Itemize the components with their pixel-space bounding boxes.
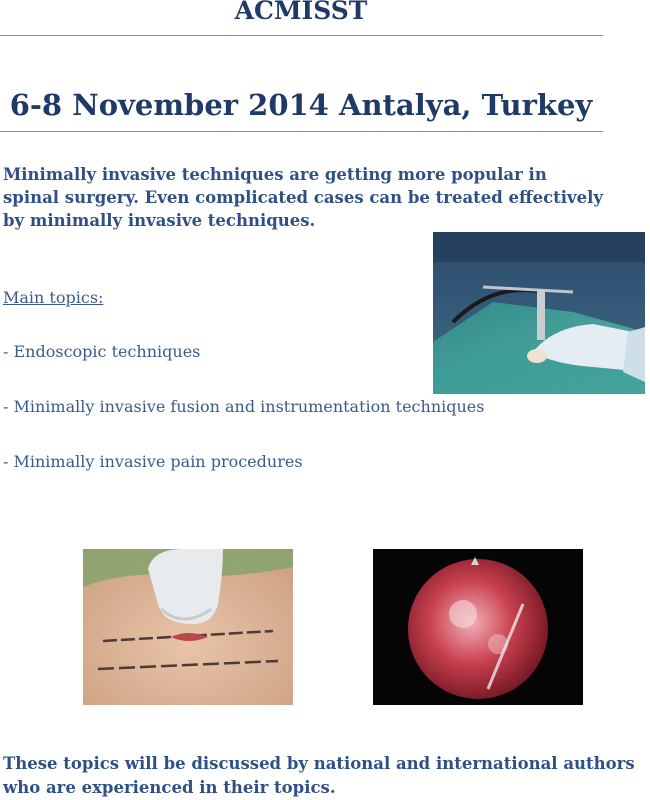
title-divider [0, 35, 603, 36]
endoscopic-view-photo [373, 549, 583, 705]
topic-item-endoscopic: - Endoscopic techniques [3, 342, 201, 361]
event-date-location: 6-8 November 2014 Antalya, Turkey [9, 88, 593, 122]
closing-paragraph: These topics will be discussed by national and international authors who are experienced in their topics. [3, 754, 635, 797]
main-topics-heading: Main topics: [3, 288, 104, 307]
document-title: ACMISST [234, 0, 368, 25]
topic-item-pain: - Minimally invasive pain procedures [3, 452, 303, 471]
topic-item-fusion: - Minimally invasive fusion and instrumentation techniques [3, 397, 485, 416]
event-divider [0, 131, 603, 132]
surgery-photo [433, 232, 645, 394]
intro-paragraph: Minimally invasive techniques are getting more popular in spinal surgery. Even complicated cases can be treated effectively by minimally invasive techniques. [3, 165, 603, 230]
incision-photo [83, 549, 293, 705]
